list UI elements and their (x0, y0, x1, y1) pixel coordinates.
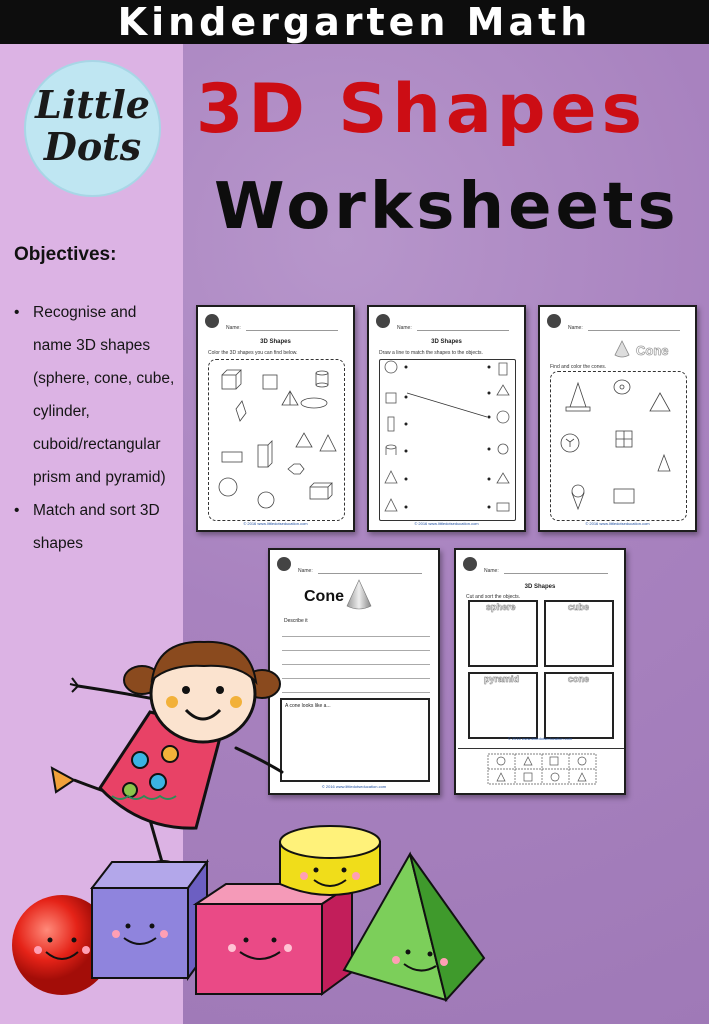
sort-label-cube: cube (568, 602, 590, 612)
looks-like-label: A cone looks like a... (285, 703, 331, 709)
worksheet-footer: © 2016 www.littledotseducation.com (414, 521, 479, 526)
worksheet-footer: © 2016 www.littledotseducation.com (507, 736, 573, 741)
worksheet-instruction: Find and color the cones. (550, 364, 607, 370)
title-3d-shapes: 3D Shapes (196, 70, 647, 149)
name-label: Name: (397, 325, 412, 331)
banner-title: Kindergarten Math (0, 0, 709, 44)
worksheet-footer: © 2016 www.littledotseducation.com (585, 521, 650, 526)
name-label: Name: (298, 568, 313, 574)
logo-line2: Dots (43, 124, 142, 169)
worksheet-instruction: Color the 3D shapes you can find below. (208, 350, 298, 356)
cone-word: Cone (304, 588, 344, 605)
cone-word: Cone (636, 343, 669, 358)
sort-label-cone: cone (568, 674, 590, 684)
worksheet-heading: 3D Shapes (431, 339, 462, 345)
worksheet-footer: © 2016 www.littledotseducation.com (243, 521, 308, 526)
objective-item: • Match and sort 3D shapes (14, 494, 179, 560)
girl-character (52, 642, 282, 871)
worksheet-instruction: Cut and sort the objects. (466, 594, 521, 600)
title-worksheets: Worksheets (214, 170, 680, 244)
cuboid-character (196, 884, 352, 994)
worksheet-heading: 3D Shapes (524, 584, 556, 590)
worksheet-instruction: Draw a line to match the shapes to the objects. (379, 350, 483, 356)
name-label: Name: (484, 568, 499, 574)
sort-label-sphere: sphere (486, 602, 516, 612)
objective-item: • Recognise and name 3D shapes (sphere, cone, cube, cylinder, cuboid/rectangular prism and pyramid) (14, 296, 179, 494)
objectives-title: Objectives: (14, 244, 117, 265)
logo-line1: Little (35, 82, 150, 127)
sort-label-pyramid: pyramid (484, 674, 520, 684)
name-label: Name: (226, 325, 241, 331)
cylinder-character (280, 826, 380, 895)
describe-label: Describe it (284, 618, 308, 624)
cube-character (92, 862, 207, 978)
worksheet-heading: 3D Shapes (260, 339, 291, 345)
worksheet-footer: © 2016 www.littledotseducation.com (321, 784, 387, 789)
name-label: Name: (568, 325, 583, 331)
